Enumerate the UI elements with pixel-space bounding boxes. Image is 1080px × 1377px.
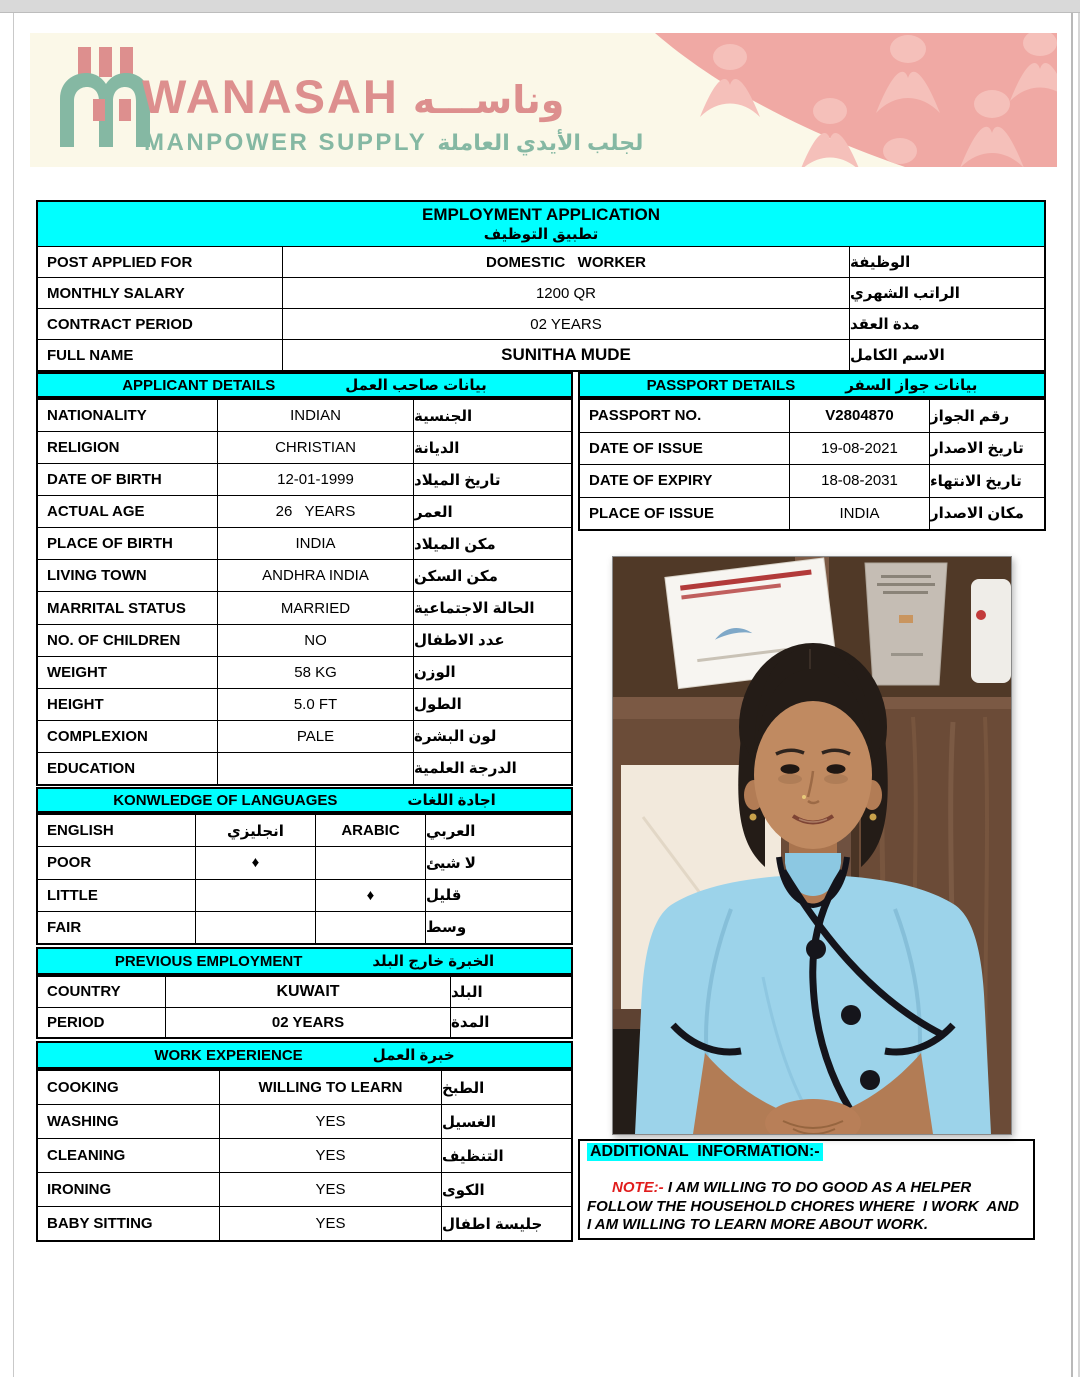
english-mark xyxy=(195,880,315,911)
section-title-ar: بيانات صاحب العمل xyxy=(345,377,487,394)
brand-name-arabic: وناســـه xyxy=(412,80,565,122)
section-title-en: KONWLEDGE OF LANGUAGES xyxy=(113,791,338,809)
table-row xyxy=(38,656,571,688)
wanasah-logo xyxy=(60,47,150,147)
level-label: POOR xyxy=(47,854,92,872)
field-value: 26 YEARS xyxy=(217,496,413,527)
table-row xyxy=(38,431,571,463)
field-value: 1200 QR xyxy=(282,278,849,308)
table-row xyxy=(38,246,1044,277)
table-row xyxy=(38,1138,571,1172)
passport-details-header xyxy=(578,372,1046,398)
field-value: INDIA xyxy=(789,498,929,530)
field-label: DATE OF ISSUE xyxy=(589,439,703,457)
table-row xyxy=(38,1206,571,1240)
field-label: COMPLEXION xyxy=(47,727,148,745)
field-label-ar: البلد xyxy=(450,977,571,1007)
task-label: IRONING xyxy=(47,1181,112,1198)
field-value: 18-08-2031 xyxy=(789,465,929,497)
language-label-ar: العربي xyxy=(425,815,571,846)
additional-information-note xyxy=(587,1161,1026,1252)
field-label: PLACE OF ISSUE xyxy=(589,504,715,522)
field-value: 02 YEARS xyxy=(282,309,849,339)
section-title-ar: بيانات جواز السفر xyxy=(845,377,978,394)
table-row xyxy=(38,463,571,495)
field-label: POST APPLIED FOR xyxy=(47,253,193,271)
field-label-ar: الاسم الكامل xyxy=(849,340,1044,370)
table-row xyxy=(38,1172,571,1206)
field-label-ar: الديانة xyxy=(413,432,571,463)
section-title-en: APPLICANT DETAILS xyxy=(122,376,276,394)
field-label: MONTHLY SALARY xyxy=(47,284,185,302)
task-label-ar: الطبخ xyxy=(441,1071,571,1104)
field-value: NO xyxy=(217,625,413,656)
table-row xyxy=(38,977,571,1007)
form-title-ar: تطبيق التوظيف xyxy=(483,226,599,243)
task-label: WASHING xyxy=(47,1113,119,1130)
application-summary-table xyxy=(36,200,1046,372)
table-row xyxy=(38,846,571,878)
table-row xyxy=(38,308,1044,339)
field-label-ar: الراتب الشهري xyxy=(849,278,1044,308)
table-row xyxy=(38,339,1044,370)
task-value: YES xyxy=(219,1173,441,1206)
table-row xyxy=(38,1104,571,1138)
task-value: WILLING TO LEARN xyxy=(219,1071,441,1104)
table-row xyxy=(38,624,571,656)
note-label: NOTE:- xyxy=(612,1179,668,1197)
task-label: COOKING xyxy=(47,1079,119,1096)
field-label: DATE OF BIRTH xyxy=(47,471,162,489)
field-value: 58 KG xyxy=(217,657,413,688)
field-label: COUNTRY xyxy=(47,983,121,1001)
arabic-mark xyxy=(315,912,425,943)
task-label-ar: الكوى xyxy=(441,1173,571,1206)
applicant-photo xyxy=(612,556,1012,1135)
task-value: YES xyxy=(219,1207,441,1240)
field-label-ar: الوزن xyxy=(413,657,571,688)
level-label: FAIR xyxy=(47,918,82,936)
field-value xyxy=(217,753,413,784)
field-label-ar: تاريخ الاصدار xyxy=(929,433,1044,465)
table-row xyxy=(38,527,571,559)
level-label-ar: وسط xyxy=(425,912,571,943)
field-label-ar: مدة العقد xyxy=(849,309,1044,339)
table-row xyxy=(38,879,571,911)
field-value: INDIA xyxy=(217,528,413,559)
passport-details-table xyxy=(578,398,1046,531)
scan-edge-right xyxy=(1071,13,1073,1377)
section-title-ar: الخبرة خارج البلد xyxy=(372,953,495,970)
field-value: 5.0 FT xyxy=(217,689,413,720)
arabic-mark: ♦ xyxy=(315,880,425,911)
field-value: KUWAIT xyxy=(165,977,450,1007)
field-label-ar: عدد الاطفال xyxy=(413,625,571,656)
english-mark: ♦ xyxy=(195,847,315,878)
additional-information-box xyxy=(578,1139,1035,1240)
table-row xyxy=(38,720,571,752)
field-label-ar: الحالة الاجتماعية xyxy=(413,592,571,623)
field-value: V2804870 xyxy=(789,400,929,432)
field-label: NO. OF CHILDREN xyxy=(47,631,181,649)
level-label-ar: لا شيئ xyxy=(425,847,571,878)
field-label: WEIGHT xyxy=(47,663,107,681)
field-label: HEIGHT xyxy=(47,695,104,713)
field-label-ar: لون البشرة xyxy=(413,721,571,752)
brand-tagline-arabic: لجلب الأيدي العاملة xyxy=(437,130,644,155)
languages-table xyxy=(36,813,573,945)
field-label: CONTRACT PERIOD xyxy=(47,315,193,333)
table-row xyxy=(580,497,1044,530)
table-row xyxy=(38,752,571,784)
scan-edge-top xyxy=(0,0,1080,13)
note-text: I AM WILLING TO DO GOOD AS A HELPER FOLLOW THE HOUSEHOLD CHORES WHERE I WORK AND I AM WILLING TO LEARN MORE ABOUT WORK. xyxy=(587,1179,1024,1233)
field-label: EDUCATION xyxy=(47,759,136,777)
table-row xyxy=(38,815,571,846)
field-label-ar: الجنسية xyxy=(413,400,571,431)
table-row xyxy=(38,1071,571,1104)
additional-information-title: ADDITIONAL INFORMATION:- xyxy=(587,1143,823,1161)
table-row xyxy=(38,400,571,431)
previous-employment-table xyxy=(36,975,573,1039)
table-row xyxy=(38,911,571,943)
english-mark xyxy=(195,912,315,943)
english-col: انجليزي xyxy=(195,815,315,846)
section-title-en: PREVIOUS EMPLOYMENT xyxy=(114,952,303,970)
level-label: LITTLE xyxy=(47,886,98,904)
task-label: CLEANING xyxy=(47,1147,126,1164)
section-title-en: PASSPORT DETAILS xyxy=(646,376,796,394)
field-label: PERIOD xyxy=(47,1013,105,1031)
field-label: MARRITAL STATUS xyxy=(47,599,186,617)
field-label-ar: تاريخ الانتهاء xyxy=(929,465,1044,497)
task-value: YES xyxy=(219,1139,441,1172)
field-value: 19-08-2021 xyxy=(789,433,929,465)
brand-name: WANASAH xyxy=(142,70,399,123)
level-label-ar: قليل xyxy=(425,880,571,911)
table-row xyxy=(580,432,1044,465)
section-title-ar: خبرة العمل xyxy=(372,1047,455,1064)
section-title-en: WORK EXPERIENCE xyxy=(154,1046,303,1064)
field-label-ar: مكن الميلاد xyxy=(413,528,571,559)
field-label: DATE OF EXPIRY xyxy=(589,472,713,490)
field-value: 02 YEARS xyxy=(165,1008,450,1038)
field-label: PASSPORT NO. xyxy=(589,407,702,425)
field-label-ar: الوظيفة xyxy=(849,247,1044,277)
field-value: CHRISTIAN xyxy=(217,432,413,463)
task-value: YES xyxy=(219,1105,441,1138)
table-row xyxy=(38,277,1044,308)
field-value: 12-01-1999 xyxy=(217,464,413,495)
table-row xyxy=(38,591,571,623)
table-row xyxy=(580,400,1044,432)
work-experience-header xyxy=(36,1041,573,1069)
field-label: RELIGION xyxy=(47,439,120,457)
languages-header xyxy=(36,787,573,813)
language-label: ENGLISH xyxy=(47,822,114,840)
field-value: PALE xyxy=(217,721,413,752)
form-title xyxy=(38,202,1044,246)
scan-edge-left xyxy=(13,13,14,1377)
field-label-ar: العمر xyxy=(413,496,571,527)
section-title-ar: اجادة اللغات xyxy=(407,792,496,809)
field-label-ar: تاريخ الميلاد xyxy=(413,464,571,495)
field-value: SUNITHA MUDE xyxy=(282,340,849,370)
work-experience-table xyxy=(36,1069,573,1242)
form-title-en: EMPLOYMENT APPLICATION xyxy=(422,205,660,224)
field-label-ar: رقم الجواز xyxy=(929,400,1044,432)
task-label-ar: التنظيف xyxy=(441,1139,571,1172)
previous-employment-header xyxy=(36,947,573,975)
applicant-details-header xyxy=(36,372,573,398)
field-label-ar: الدرجة العلمية xyxy=(413,753,571,784)
applicant-details-table xyxy=(36,398,573,786)
table-row xyxy=(580,464,1044,497)
field-label: NATIONALITY xyxy=(47,407,147,425)
field-label-ar: مكن السكن xyxy=(413,560,571,591)
brand-tagline: MANPOWER SUPPLY xyxy=(144,129,428,156)
task-label-ar: جليسة اطفال xyxy=(441,1207,571,1240)
field-value: MARRIED xyxy=(217,592,413,623)
table-row xyxy=(38,495,571,527)
task-label: BABY SITTING xyxy=(47,1215,153,1232)
field-label: PLACE OF BIRTH xyxy=(47,535,173,553)
field-label-ar: الطول xyxy=(413,689,571,720)
arabic-mark xyxy=(315,847,425,878)
table-row xyxy=(38,559,571,591)
field-value: DOMESTIC WORKER xyxy=(282,247,849,277)
field-value: ANDHRA INDIA xyxy=(217,560,413,591)
field-label-ar: مكان الاصدار xyxy=(929,498,1044,530)
field-value: INDIAN xyxy=(217,400,413,431)
field-label: LIVING TOWN xyxy=(47,567,147,585)
table-row xyxy=(38,688,571,720)
company-banner xyxy=(30,33,1057,167)
field-label-ar: المدة xyxy=(450,1008,571,1038)
field-label: ACTUAL AGE xyxy=(47,503,145,521)
table-row xyxy=(38,1007,571,1038)
task-label-ar: الغسيل xyxy=(441,1105,571,1138)
field-label: FULL NAME xyxy=(47,346,134,364)
arabic-col: ARABIC xyxy=(315,815,425,846)
